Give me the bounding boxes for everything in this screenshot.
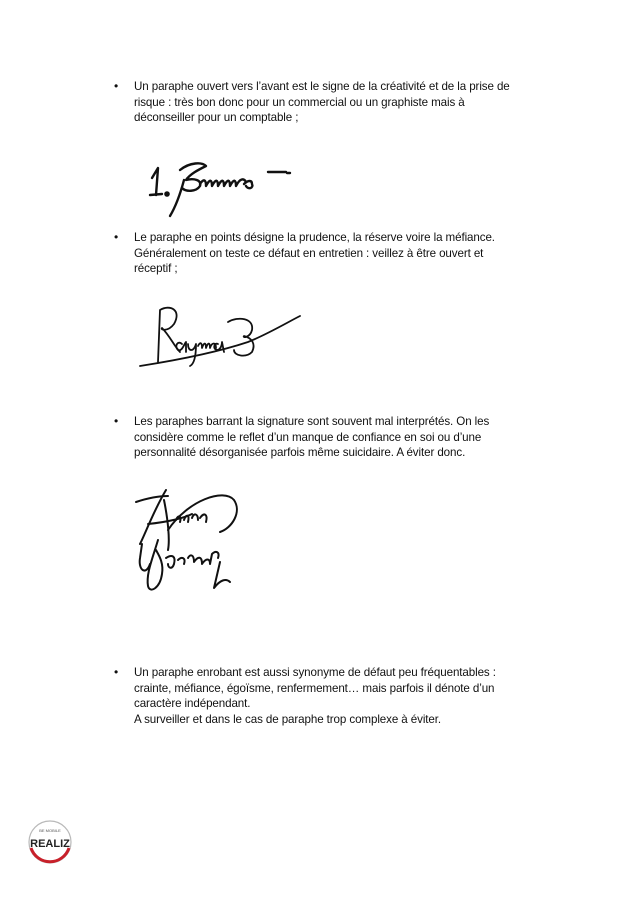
bullet-text (134, 414, 554, 461)
realiz-logo-graphic (22, 818, 78, 866)
signature-open-paraph-image (140, 140, 310, 225)
bullet-text (134, 665, 554, 727)
signature-open-paraph-drawing (140, 140, 310, 225)
text-line: Un paraphe enrobant est aussi synonyme de défaut peu fréquentables : (134, 666, 496, 679)
text-line: crainte, méfiance, égoïsme, renfermement… mais parfois il dénote d’un (134, 681, 495, 695)
bullet-marker: • (114, 414, 119, 428)
text-line: considère comme le reflet d’un manque de confiance en soi ou d’une (134, 430, 482, 444)
text-line: risque : très bon donc pour un commercial ou un graphiste mais à (134, 95, 465, 109)
bullet-marker: • (114, 230, 119, 244)
text-line: réceptif ; (134, 262, 178, 275)
bullet-marker: • (114, 79, 119, 93)
signature-michael-jackson-image (128, 470, 258, 605)
bullet-text (134, 79, 554, 126)
signature-michael-jackson-drawing (128, 470, 258, 605)
bullet-text (134, 230, 554, 277)
logo-brand-text: REALIZ (30, 838, 70, 850)
logo-top-text: BE MOBILE (39, 828, 61, 833)
text-line: caractère indépendant. (134, 697, 251, 710)
text-line: Les paraphes barrant la signature sont souvent mal interprétés. On les (134, 415, 490, 428)
text-line: Un paraphe ouvert vers l’avant est le signe de la créativité et de la prise de (134, 80, 510, 93)
text-line: Le paraphe en points désigne la prudence, la réserve voire la méfiance. (134, 231, 495, 244)
text-line: personnalité désorganisée parfois même suicidaire. A éviter donc. (134, 446, 466, 459)
text-line: Généralement on teste ce défaut en entretien : veillez à être ouvert et (134, 246, 484, 260)
text-line: A surveiller et dans le cas de paraphe trop complexe à éviter. (134, 712, 442, 726)
signature-raymond-drawing (138, 300, 308, 372)
text-line: déconseiller pour un comptable ; (134, 111, 299, 124)
bullet-marker: • (114, 665, 119, 679)
signature-raymond-image (138, 300, 308, 372)
realiz-logo (22, 818, 78, 866)
